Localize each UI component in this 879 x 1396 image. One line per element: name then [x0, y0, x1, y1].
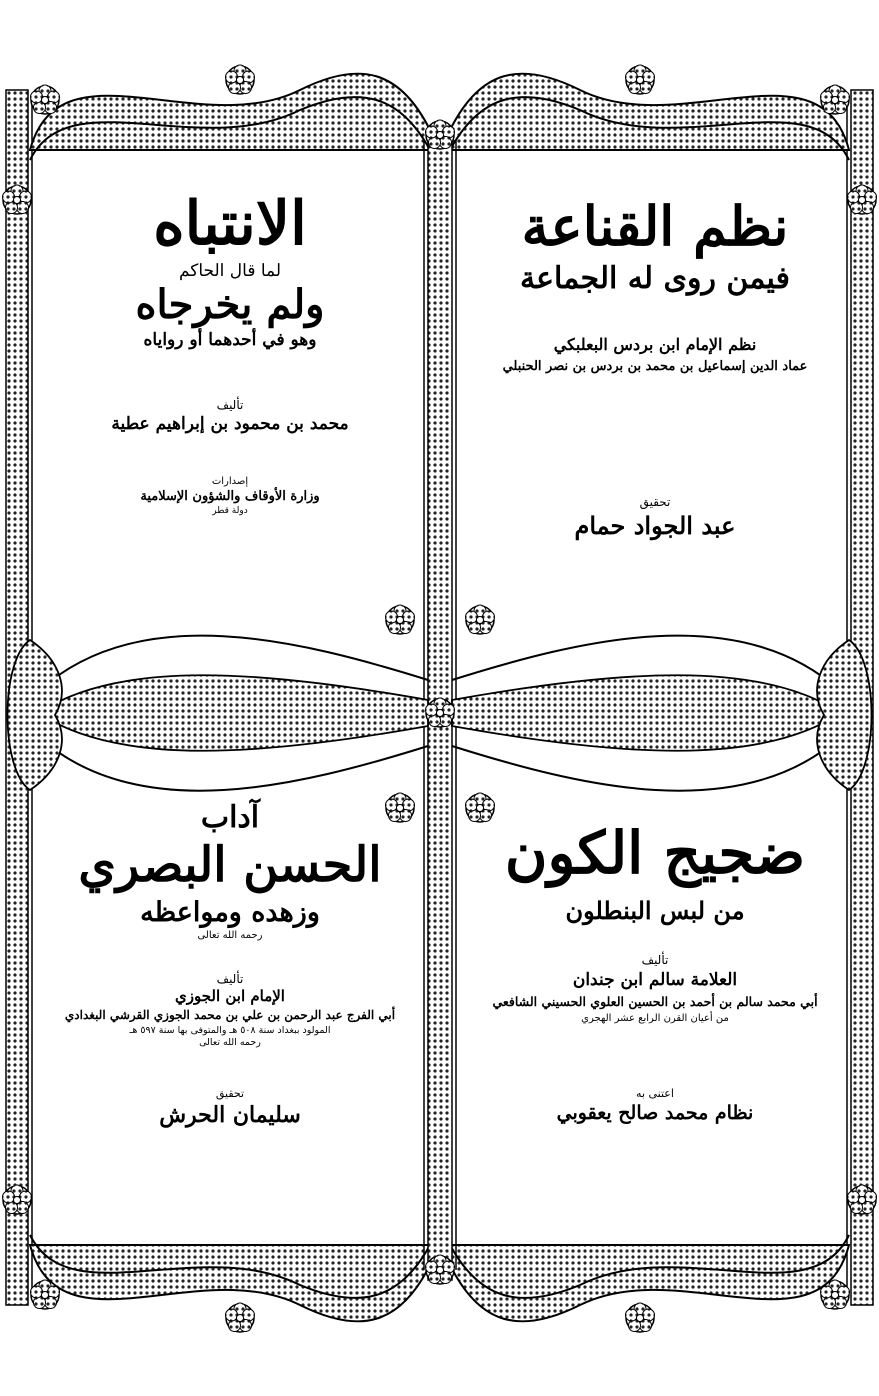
publisher-name: وزارة الأوقاف والشؤون الإسلامية [140, 489, 320, 505]
book-panel-top-right [470, 195, 840, 541]
author-line: من أعيان القرن الرابع عشر الهجري [581, 1012, 729, 1024]
book-title: ضجيج الكون [504, 819, 806, 887]
publisher-country: دولة قطر [212, 505, 248, 516]
book-title: الحسن البصري [78, 837, 382, 893]
book-subtitle: من لبس البنطلون [565, 895, 745, 925]
editor-name: نظام محمد صالح يعقوبي [556, 1102, 754, 1125]
blessing: رحمه الله تعالى [197, 929, 263, 941]
book-panel-top-left [50, 190, 410, 517]
book-panel-bottom-right [470, 820, 840, 1125]
book-subtitle-small: لما قال الحاكم [178, 261, 282, 281]
book-title: نظم القناعة [521, 194, 789, 258]
author-line: الإمام ابن الجوزي [175, 986, 285, 1005]
author-label: تأليف [216, 397, 244, 412]
book-subtitle: فيمن روى له الجماعة [520, 261, 790, 297]
book-title-top: آداب [200, 800, 260, 835]
frame-center-horizontal-right [452, 675, 839, 751]
editor-name: سليمان الحرش [159, 1101, 301, 1128]
frame-left-scroll [8, 640, 62, 790]
author-line: نظم الإمام ابن بردس البعلبكي [553, 335, 757, 355]
frame-right-scroll [817, 640, 871, 790]
author-line: أبي محمد سالم بن أحمد بن الحسين العلوي الحسيني الشافعي [492, 994, 818, 1010]
editor-label: تحقيق [639, 495, 671, 510]
book-panel-bottom-left [50, 800, 410, 1128]
frame-center-horizontal-left [40, 675, 428, 751]
editor-label: اعتنى به [636, 1086, 674, 1100]
author-line: العلامة سالم ابن جندان [572, 969, 738, 990]
publisher-label: إصدارات [211, 476, 249, 488]
editor-label: تحقيق [215, 1086, 245, 1100]
book-subtitle-note: وهو في أحدهما أو رواياه [143, 330, 317, 351]
author-line: عماد الدين إسماعيل بن محمد بن بردس بن نصر الحنبلي [502, 359, 808, 375]
author-line: المولود ببغداد سنة ٥٠٨ هـ والمتوفى بها سنة ٥٩٧ هـ [129, 1024, 331, 1036]
author-line: رحمه الله تعالى [199, 1037, 261, 1049]
book-title: الانتباه [153, 189, 307, 259]
author-label: تأليف [641, 953, 669, 968]
book-subtitle-big: ولم يخرجاه [135, 281, 325, 329]
author-label: تأليف [216, 971, 244, 986]
book-subtitle: وزهده ومواعظه [140, 897, 320, 929]
author-line: أبي الفرج عبد الرحمن بن علي بن محمد الجوزي القرشي البغدادي [64, 1007, 396, 1022]
editor-name: عبد الجواد حمام [574, 510, 736, 540]
author-name: محمد بن محمود بن إبراهيم عطية [111, 413, 349, 434]
